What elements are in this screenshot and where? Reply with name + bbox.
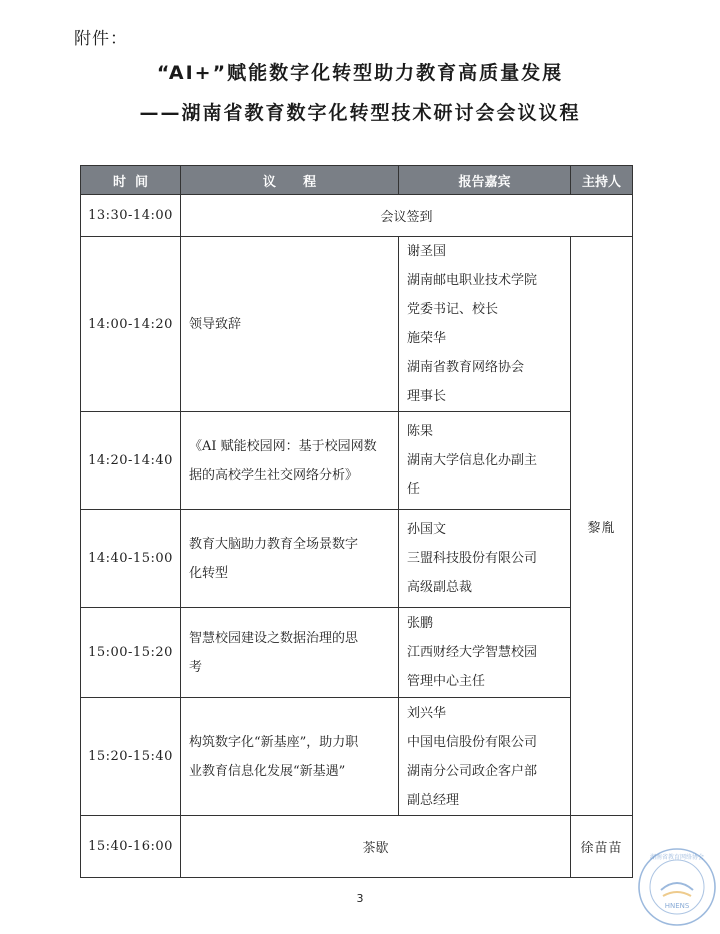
attachment-label: 附件： xyxy=(74,29,128,49)
row-agenda: 领导致辞 xyxy=(181,237,399,412)
table-row xyxy=(81,510,633,608)
row-agenda: 会议签到 xyxy=(181,195,633,237)
row-time: 14:40-15:00 xyxy=(81,510,181,608)
speaker-line: 中国电信股份有限公司 xyxy=(407,734,538,750)
row-agenda: 茶歇 xyxy=(181,816,571,878)
agenda-table xyxy=(80,165,633,878)
agenda-line: 教育大脑助力教育全场景数字 xyxy=(189,536,359,552)
speaker-line: 陈果 xyxy=(407,424,434,439)
row-time: 15:00-15:20 xyxy=(81,608,181,698)
speaker-line: 湖南邮电职业技术学院 xyxy=(407,273,538,288)
agenda-line: 化转型 xyxy=(189,565,229,581)
header-time: 时 间 xyxy=(81,166,181,195)
row-time: 13:30-14:00 xyxy=(81,195,181,237)
table-row xyxy=(81,412,633,510)
agenda-line: 《AI 赋能校园网：基于校园网数 xyxy=(189,438,377,454)
speaker-line: 管理中心主任 xyxy=(407,674,486,689)
speaker-line: 江西财经大学智慧校园 xyxy=(407,645,538,660)
document-subtitle: ——湖南省教育数字化转型技术研讨会会议议程 xyxy=(139,102,581,124)
speaker-line: 副总经理 xyxy=(407,792,460,808)
speaker-line: 三盟科技股份有限公司 xyxy=(407,551,538,566)
speaker-line: 刘兴华 xyxy=(407,705,447,721)
row-speakers xyxy=(399,237,571,412)
seal-abbr: HNENS xyxy=(664,902,690,910)
speaker-line: 张鹏 xyxy=(407,616,434,631)
speaker-line: 任 xyxy=(407,482,421,497)
row-agenda xyxy=(181,412,399,510)
speaker-line: 孙国文 xyxy=(407,522,447,537)
speaker-line: 湖南大学信息化办副主 xyxy=(407,453,538,468)
row-speakers xyxy=(399,412,571,510)
speaker-line: 施荣华 xyxy=(407,331,447,346)
row-agenda xyxy=(181,698,399,816)
table-row xyxy=(81,608,633,698)
host-cell: 黎胤 xyxy=(571,237,633,816)
header-host: 主持人 xyxy=(571,166,633,195)
host-cell: 徐苗苗 xyxy=(571,816,633,878)
seal-org: 湖南省教育网络协会 xyxy=(649,854,705,861)
row-speakers xyxy=(399,608,571,698)
speaker-line: 谢圣国 xyxy=(407,244,447,259)
row-time: 15:20-15:40 xyxy=(81,698,181,816)
table-row xyxy=(81,237,633,412)
speaker-line: 湖南分公司政企客户部 xyxy=(407,763,538,779)
document-title: “AI+”赋能数字化转型助力教育高质量发展 xyxy=(156,62,564,84)
page-number: 3 xyxy=(356,892,364,905)
table-row xyxy=(81,698,633,816)
agenda-line: 考 xyxy=(189,659,203,675)
speaker-line: 理事长 xyxy=(407,389,447,404)
speaker-line: 湖南省教育网络协会 xyxy=(407,360,525,375)
agenda-line: 构筑数字化“新基座”，助力职 xyxy=(189,734,359,750)
row-time: 14:00-14:20 xyxy=(81,237,181,412)
header-speakers: 报告嘉宾 xyxy=(399,166,571,195)
speaker-line: 高级副总裁 xyxy=(407,580,473,595)
agenda-line: 智慧校园建设之数据治理的思 xyxy=(189,630,359,646)
table-header-row xyxy=(81,166,633,195)
table-row xyxy=(81,195,633,237)
row-agenda xyxy=(181,608,399,698)
row-speakers xyxy=(399,510,571,608)
agenda-line: 据的高校学生社交网络分析》 xyxy=(189,467,359,483)
speaker-line: 党委书记、校长 xyxy=(407,302,499,317)
agenda-line: 业教育信息化发展“新基遇” xyxy=(189,763,346,779)
association-seal-icon xyxy=(636,846,718,928)
row-time: 15:40-16:00 xyxy=(81,816,181,878)
row-agenda xyxy=(181,510,399,608)
row-time: 14:20-14:40 xyxy=(81,412,181,510)
table-row xyxy=(81,816,633,878)
header-agenda: 议 程 xyxy=(181,166,399,195)
row-speakers xyxy=(399,698,571,816)
